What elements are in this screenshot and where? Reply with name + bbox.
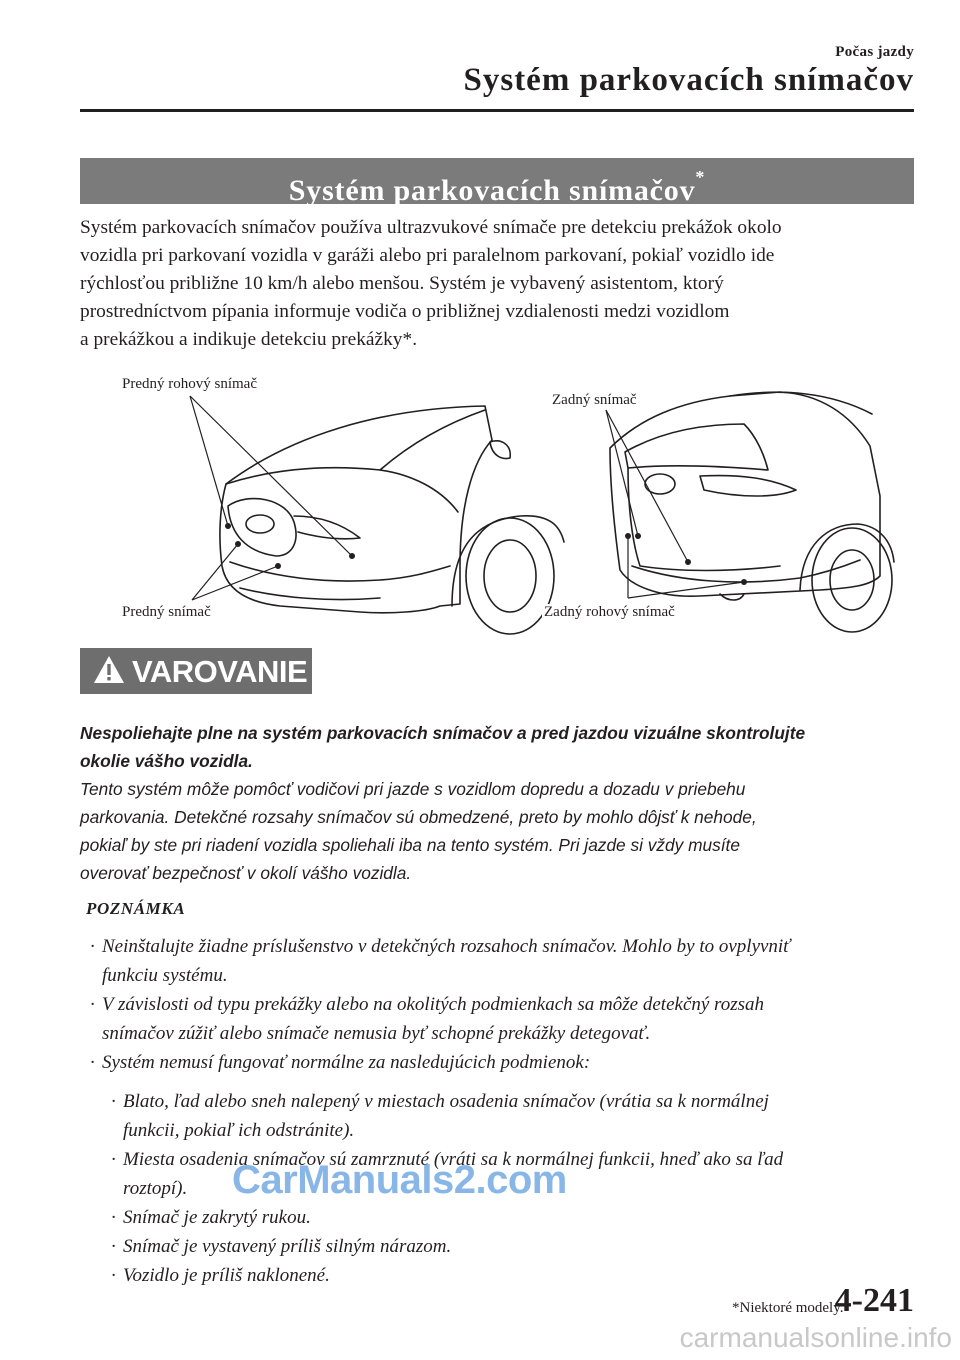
note-sub-line: Vozidlo je príliš naklonené.: [123, 1265, 330, 1286]
front-car-emblem: [246, 515, 274, 533]
note-heading: POZNÁMKA: [86, 899, 186, 918]
leader-front-right: [192, 566, 278, 600]
bullet-dot: ·: [111, 1265, 116, 1286]
chapter-heading: Počas jazdy: [835, 44, 914, 60]
front-car-wheel-arch: [452, 516, 564, 606]
intro-line: vozidla pri parkovaní vozidla v garáži alebo pri paralelnom parkovaní, pokiaľ vozidlo ide: [80, 245, 775, 266]
note-sub-item: [80, 1203, 920, 1232]
page-running-title: Systém parkovacích snímačov: [463, 62, 914, 98]
warning-bold-line: Nespoliehajte plne na systém parkovacích snímačov a pred jazdou vizuálne skontrolujte: [80, 723, 806, 743]
bullet-dot: ·: [90, 936, 95, 957]
rear-corner-sensor-dot: [741, 579, 747, 585]
front-car-grille: [228, 499, 296, 556]
rear-sensor-dot: [635, 533, 641, 539]
rear-car-wheel: [812, 528, 892, 632]
footnote: *Niektoré modely.: [732, 1300, 844, 1316]
site-watermark: carmanualsonline.info: [679, 1322, 952, 1353]
front-corner-sensor-dot: [225, 523, 231, 529]
rear-car-wheel-hub: [830, 550, 874, 610]
rear-corner-sensor-callout: Zadný rohový snímač: [544, 604, 675, 620]
front-corner-sensor-callout: Predný rohový snímač: [122, 376, 257, 392]
note-sub-line: Miesta osadenia snímačov sú zamrznuté (vráti sa k normálnej funkcii, hneď ako sa ľad: [123, 1149, 784, 1170]
rear-sensor-dot: [685, 559, 691, 565]
front-car-windshield: [380, 410, 485, 470]
note-sub-item: [80, 1232, 920, 1261]
bullet-dot: ·: [111, 1236, 116, 1257]
front-car-wheel: [466, 518, 554, 634]
rear-car-taillight: [700, 476, 796, 496]
carmanuals-watermark: CarManuals2.com: [232, 1158, 567, 1202]
intro-line: Systém parkovacích snímačov používa ultrazvukové snímače pre detekciu prekážok okolo: [80, 217, 782, 238]
page-number: 4-241: [834, 1282, 914, 1319]
front-sensor-dot: [235, 541, 241, 547]
note-item: [80, 1048, 920, 1077]
section-title-footnote-mark: *: [695, 167, 706, 187]
note-item: [80, 932, 920, 990]
note-sub-item: [80, 1261, 920, 1290]
front-sensor-callout: Predný snímač: [122, 604, 211, 620]
rear-car-tailgate: [628, 468, 780, 571]
leader-front-left: [192, 544, 238, 600]
warning-bold-line: okolie vášho vozidla.: [80, 751, 253, 771]
note-sub-line: roztopí).: [123, 1178, 188, 1199]
rear-sensor-callout: Zadný snímač: [552, 392, 637, 408]
note-item: [80, 990, 920, 1048]
note-sub-line: Snímač je vystavený príliš silným nárazom.: [123, 1236, 452, 1257]
intro-line: rýchlosťou približne 10 km/h alebo menšou. Systém je vybavený asistentom, ktorý: [80, 273, 724, 294]
warning-label: VAROVANIE: [132, 654, 308, 689]
rear-corner-sensor-dot: [625, 533, 631, 539]
note-line: Neinštalujte žiadne príslušenstvo v detekčných rozsahoch snímačov. Mohlo by to ovplyvniť: [102, 936, 791, 957]
front-car-hood: [226, 468, 458, 512]
warning-line: parkovania. Detekčné rozsahy snímačov sú obmedzené, preto by mohlo dôjsť k nehode,: [80, 807, 757, 827]
header-rule: [80, 109, 914, 112]
note-sub-line: funkcii, pokiaľ ich odstránite).: [123, 1120, 355, 1141]
car-illustration: [80, 366, 914, 636]
leader-front-corner-right: [190, 396, 352, 556]
note-list: [80, 932, 920, 1290]
bullet-dot: ·: [111, 1207, 116, 1228]
warning-line: overovať bezpečnosť v okolí vášho vozidla.: [80, 863, 412, 883]
note-sub-line: Snímač je zakrytý rukou.: [123, 1207, 311, 1228]
leader-rear-right: [606, 410, 688, 562]
rear-car-window: [625, 424, 768, 470]
rear-car-bumper: [632, 560, 860, 582]
note-sub-item: [80, 1087, 920, 1145]
warning-triangle-icon: [92, 654, 126, 686]
note-line: funkciu systému.: [102, 965, 228, 986]
front-corner-sensor-dot: [349, 553, 355, 559]
intro-line: a prekážkou a indikuje detekciu prekážky*.: [80, 329, 418, 350]
intro-line: prostredníctvom pípania informuje vodiča o približnej vzdialenosti medzi vozidlom: [80, 301, 730, 322]
front-car-wheel-hub: [484, 540, 536, 612]
front-car-mirror: [490, 441, 510, 459]
section-title-banner: [80, 158, 914, 207]
bullet-dot: ·: [90, 994, 95, 1015]
note-line: snímačov zúžiť alebo snímače nemusia byť schopné prekážky detegovať.: [102, 1023, 651, 1044]
bullet-dot: ·: [111, 1091, 116, 1112]
front-car-lower-intake: [240, 588, 380, 600]
note-line: Systém nemusí fungovať normálne za nasledujúcich podmienok:: [102, 1052, 591, 1073]
warning-badge: [80, 648, 312, 694]
warning-text: [80, 719, 920, 887]
sensor-location-figure: [80, 366, 914, 636]
rear-car-body: [610, 392, 880, 596]
front-car-headlight: [294, 516, 360, 539]
note-sub-line: Blato, ľad alebo sneh nalepený v miestach osadenia snímačov (vrátia sa k normálnej: [123, 1091, 769, 1112]
section-title: Systém parkovacích snímačov: [288, 174, 696, 207]
warning-line: Tento systém môže pomôcť vodičovi pri jazde s vozidlom dopredu a dozadu v priebehu: [80, 779, 746, 799]
warning-line: pokiaľ by ste pri riadení vozidla spoliehali iba na tento systém. Pri jazde si vždy musíte: [80, 835, 740, 855]
bullet-dot: ·: [90, 1052, 95, 1073]
note-line: V závislosti od typu prekážky alebo na okolitých podmienkach sa môže detekčný rozsah: [102, 994, 765, 1015]
front-sensor-dot: [275, 563, 281, 569]
intro-paragraph: [80, 214, 920, 354]
bullet-dot: ·: [111, 1149, 116, 1170]
